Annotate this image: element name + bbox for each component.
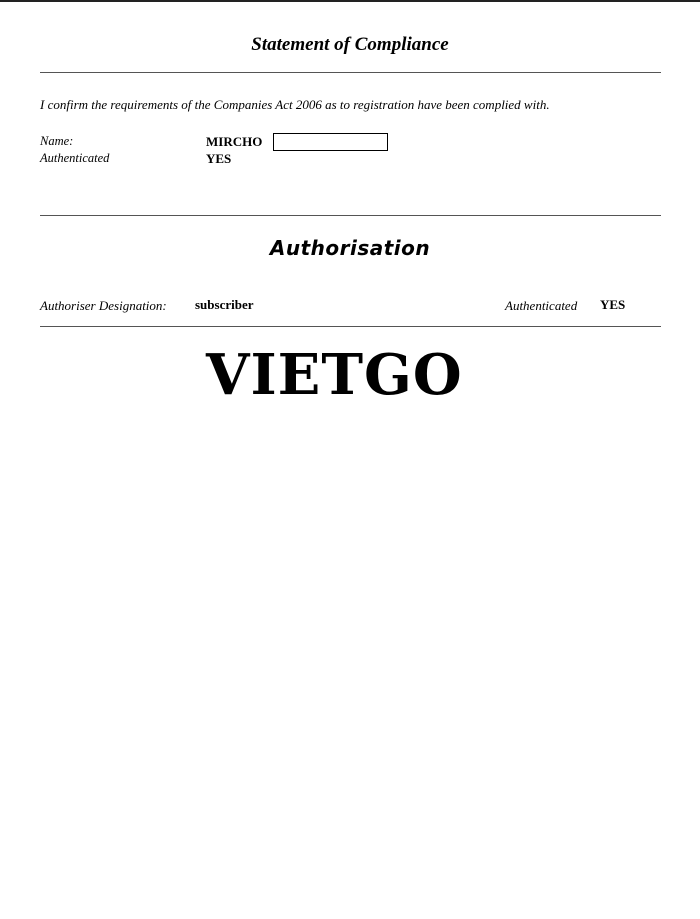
divider-top: [40, 72, 661, 73]
authoriser-designation-label: Authoriser Designation:: [40, 298, 167, 313]
authorisation-authenticated-label: Authenticated: [505, 298, 578, 313]
authenticated-value: YES: [206, 151, 232, 166]
authorisation-authenticated-value: YES: [600, 297, 626, 312]
redaction-box: [273, 133, 388, 151]
top-border: [0, 0, 700, 2]
authoriser-designation-value: subscriber: [195, 297, 254, 312]
watermark-logo: VIETGO: [206, 342, 463, 408]
confirmation-statement: I confirm the requirements of the Companies Act 2006 as to registration have been complied with.: [40, 97, 550, 112]
divider-bottom: [40, 326, 661, 327]
authorisation-heading: Authorisation: [269, 236, 431, 260]
name-value: MIRCHO: [206, 134, 263, 149]
name-label: Name:: [40, 134, 74, 148]
authenticated-label: Authenticated: [40, 151, 110, 165]
page-title: Statement of Compliance: [251, 34, 449, 55]
divider-middle: [40, 215, 661, 216]
